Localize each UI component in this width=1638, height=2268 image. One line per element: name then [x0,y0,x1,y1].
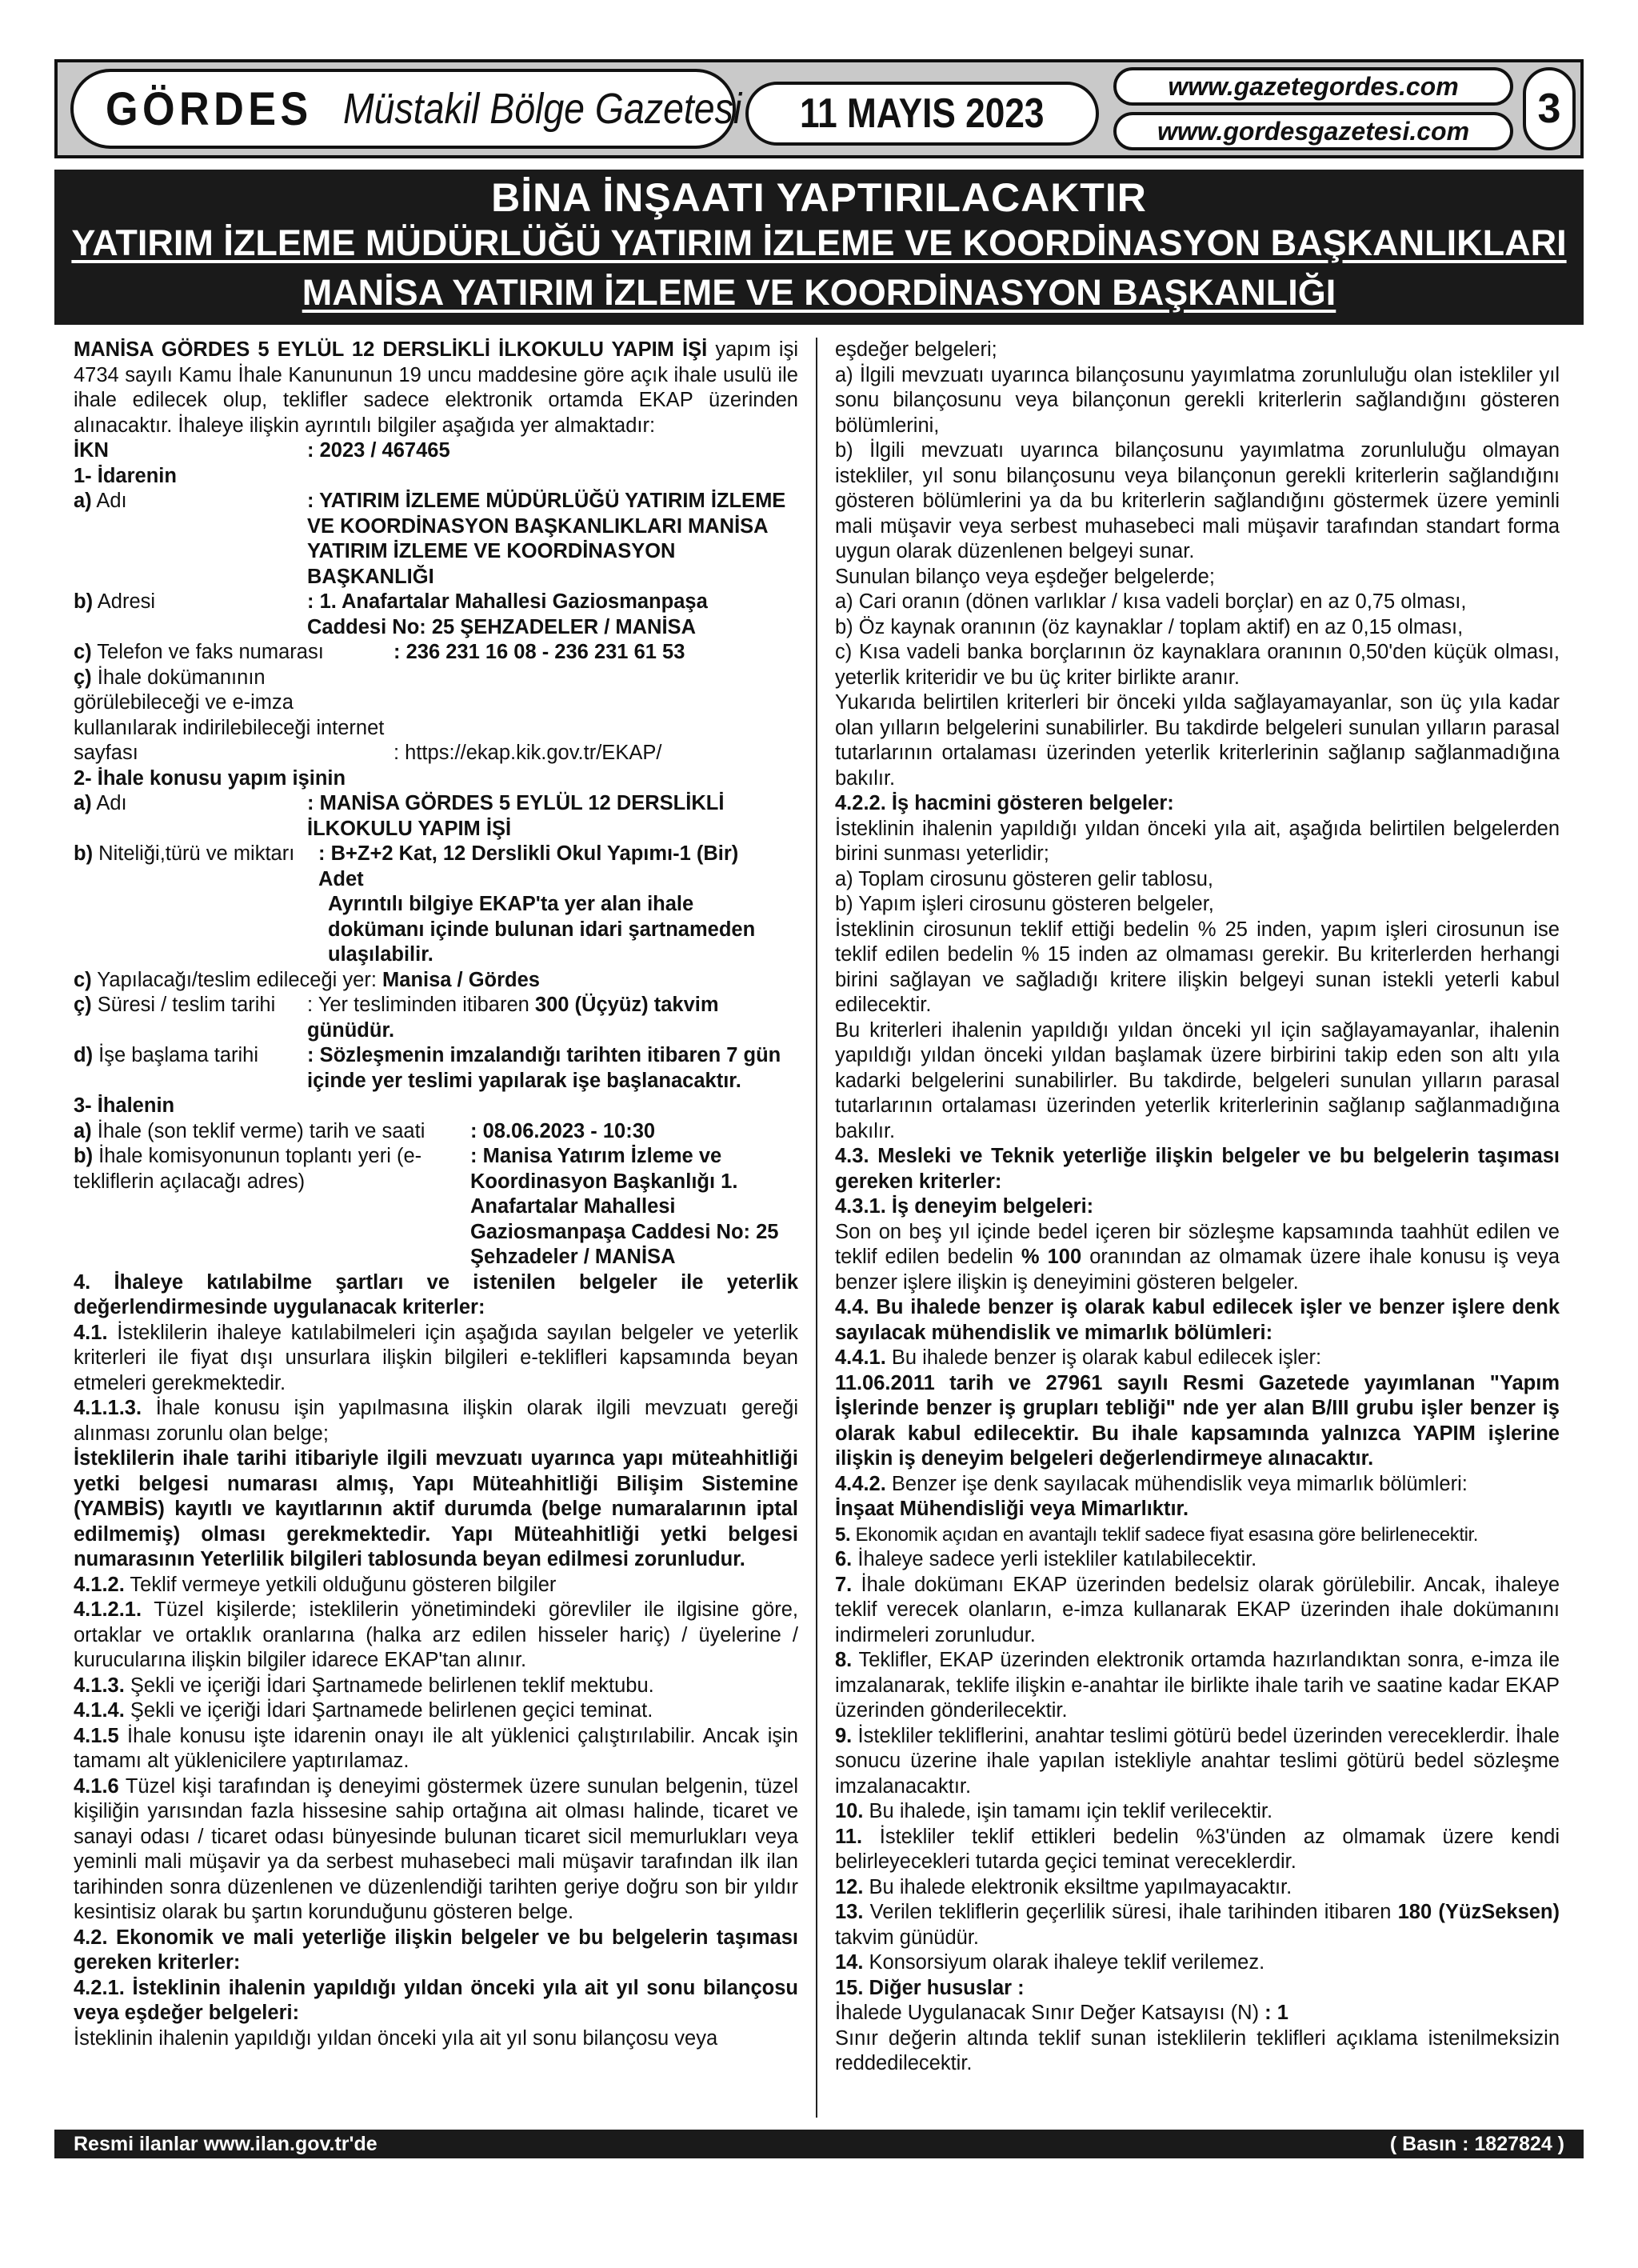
clause-text: Tüzel kişilerde; isteklilerin yönetimindeki görevliler ile ilgisine göre, ortaklar ve ortaklık oranlarına (halka arz edilen hisseler hariç) / üyelerine / kurucularına ilişkin bilgiler idarece EKAP'tan alınır. [74,1598,798,1671]
admin-name-row [74,489,798,590]
clause-4-4-heading: 4.4. Bu ihalede benzer iş olarak kabul edilecek işler ve benzer işlere denk sayılacak mühendislik ve mimarlık bölümleri: [835,1296,1560,1344]
admin-phone-value: : 236 231 16 08 - 236 231 61 53 [394,641,685,663]
turnover-item-a: a) Toplam cirosunu gösteren gelir tablosu, [835,867,1213,890]
clause-number: 4.1.1.3. [74,1397,142,1419]
clause-number: 11. [835,1825,863,1848]
clause-text: Bu ihalede elektronik eksiltme yapılmayacaktır. [863,1875,1292,1898]
clause-13 [835,1900,1560,1950]
clause-text: Bu ihalede, işin tamamı için teklif verilecektir. [863,1800,1273,1822]
experience-percentage: % 100 [1021,1246,1082,1268]
admin-phone-row [74,640,798,666]
column-divider [816,338,817,2118]
work-type-row [74,842,798,968]
tender-place-value: : Manisa Yatırım İzleme ve Koordinasyon Başkanlığı 1. Anafartalar Mahallesi Gaziosmanpaşa Caddesi No: 25 Şehzadeler / MANİSA [470,1145,779,1268]
clause-4-1 [74,1321,798,1397]
work-location-value: Manisa / Gördes [382,968,540,991]
clause-text: Ekonomik açıdan en avantajlı teklif sadece fiyat esasına göre belirlenecektir. [850,1523,1479,1546]
issue-date: 11 MAYIS 2023 [800,90,1045,137]
clause-6 [835,1547,1560,1573]
turnover-fallback-note: Bu kriterleri ihalenin yapıldığı yıldan önceki yıl için sağlayamayanlar, ihalenin yapıldığı yıldan önceki yıldan başlamak üzere birbirini takip eden son altı yıla kadarki belgelerini sunabilirler. Bu takdirde, belgeleri sunulan yılların parasal tutarlarının ortalaması üzerinden yeterlik kriterlerinin sağlanıp sağlanmadığına bakılır. [835,1018,1560,1142]
clause-text: İhale konusu işin yapılmasına ilişkin olarak ilgili mevzuatı gereği alınması zorunlu olan belge; [74,1397,798,1445]
work-start-row [74,1043,798,1094]
clause-text: Son on beş yıl içinde bedel içeren bir sözleşme kapsamında taahhüt edilen ve teklif edilen bedelin [835,1220,1560,1268]
ikn-value: : 2023 / 467465 [307,439,450,462]
clause-text: Şekli ve içeriği İdari Şartnamede belirlenen teklif mektubu. [124,1674,654,1697]
turnover-criteria: İsteklinin cirosunun teklif ettiği bedelin % 25 inden, yapım işleri cirosunun ise teklif edilen bedelin % 15 inden az olmaması gerekir. Bu kriterlerden herhangi birini sağlayan ve sağladığı kritere ilişkin belgeyi sunan istekli yeterli kabul edilecektir. [835,918,1560,1016]
work-duration-row [74,993,798,1043]
clause-text: Benzer işe denk sayılacak mühendislik veya mimarlık bölümleri: [885,1472,1468,1495]
clause-text: Tüzel kişi tarafından iş deneyimi göstermek üzere sunulan belgenin, tüzel kişiliğin yarısından fazla hissesine sahip ortağına ait olması halinde, ticaret ve sanayi odası / ticaret odası bünyesinde bulunan ticaret sicil memurlukları veya yeminli mali müşavir ya da serbest muhasebeci mali müşavir tarafından ilk ilan tarihinden sonra düzenlenen ve düzenlendiği tarihten geriye doğru son bir yıldır kesintisiz olarak bu şartın korunduğunu gösteren belge. [74,1774,798,1923]
project-name: MANİSA GÖRDES 5 EYLÜL 12 DERSLİKLİ İLKOKULU YAPIM İŞİ [74,338,708,361]
clause-text: İstekliler teklif ettikleri bedelin %3'ünden az olmamak üzere kendi belirleyecekleri tutarda geçici teminat vereceklerdir. [835,1825,1560,1873]
clause-number: 4.1.5 [74,1724,119,1747]
clause-4-1-2 [74,1573,798,1598]
item-key: a) [74,792,92,814]
website-url-1[interactable]: www.gazetegordes.com [1168,71,1459,101]
institution-line-2: MANİSA YATIRIM İZLEME VE KOORDİNASYON BAŞKANLIĞI [302,272,1336,313]
clause-number: 4.1.2.1. [74,1598,142,1621]
clause-number: 4.1.6 [74,1774,119,1798]
tender-date-value: : 08.06.2023 - 10:30 [470,1119,656,1142]
clause-4-3-heading: 4.3. Mesleki ve Teknik yeterliğe ilişkin belgeler ve bu belgelerin taşıması gereken kriterler: [835,1145,1560,1193]
issue-date-box [745,82,1099,146]
clause-4-1-6 [74,1774,798,1926]
clause-text: Bu ihalede benzer iş olarak kabul edilecek işler: [885,1346,1322,1369]
clause-4-4-2 [835,1472,1560,1498]
newspaper-brand: GÖRDES [106,82,313,135]
clause-4-3-1-heading: 4.3.1. İş deneyim belgeleri: [835,1195,1094,1218]
continued-text: eşdeğer belgeleri; [835,338,997,361]
item-key: ç) [74,994,92,1016]
clause-text: Şekli ve içeriği İdari Şartnamede belirlenen geçici teminat. [124,1699,653,1722]
clause-number: 12. [835,1875,864,1898]
clause-number: 7. [835,1573,853,1596]
validity-days: 180 (YüzSeksen) [1397,1901,1560,1923]
clause-number: 4.1.2. [74,1573,125,1596]
criterion-bank-debt: c) Kısa vadeli banka borçlarının öz kaynaklara oranının 0,50'den küçük olması, yeterlik kriteridir ve bu üç kriter birlikte aranır. [835,641,1560,689]
criterion-current-ratio: a) Cari oranın (dönen varlıklar / kısa vadeli borçlar) en az 0,75 olması, [835,590,1467,613]
clause-4-1-3 [74,1674,798,1699]
item-key: ç) [74,666,92,689]
newspaper-name-box [70,69,742,149]
criterion-equity-ratio: b) Öz kaynak oranının (öz kaynaklar / toplam aktif) en az 0,15 olması, [835,615,1464,638]
clause-text: İhale dokümanı EKAP üzerinden bedelsiz olarak görülebilir. Ancak, ihaleye teklif verecek olanların, e-imza kullanarak EKAP üzerinden ihale dokümanını indirmeleri zorunludur. [835,1573,1560,1646]
left-column [74,338,798,2051]
clause-text: takvim günüdür. [835,1926,980,1949]
clause-4-1-5 [74,1724,798,1774]
work-name-row [74,791,798,842]
clause-number: 14. [835,1951,864,1974]
clause-4-4-1 [835,1346,1560,1371]
press-code: ( Basın : 1827824 ) [1389,2133,1564,2155]
tender-website-row [74,666,798,766]
item-key: c) [74,968,92,991]
clause-text: Konsorsiyum olarak ihaleye teklif verilemez. [863,1951,1265,1974]
item-key: d) [74,1044,94,1066]
work-type-note: Ayrıntılı bilgiye EKAP'ta yer alan ihale dokümanı içinde bulunan idari şartnameden ulaşılabilir. [328,893,756,966]
balance-item-a: a) İlgili mevzuatı uyarınca bilançosunu yayımlatma zorunluluğu olan istekliler yıl sonu bilançosunu veya bilançonun gerekli kriterlerin sağlandığını gösteren bölümlerini, [835,363,1560,437]
clause-7 [835,1573,1560,1649]
item-key: a) [74,1119,92,1142]
clause-5 [835,1522,1560,1548]
clause-text: Teklifler, EKAP üzerinden elektronik ortamda hazırlandıktan sonra, e-imza ile imzalanarak, teklife ilişkin e-anahtar ile birlikte ihale tarih ve saatine kadar EKAP üzerinden gönderilecektir. [835,1649,1560,1722]
intro-text: yapım işi 4734 sayılı Kamu İhale Kanununun 19 uncu maddesine göre açık ihale usulü ile ihale edilecek olup, teklifler sadece elektronik ortamda EKAP üzerinden alınacaktır. İhaleye ilişkin ayrıntılı bilgiler aşağıda yer almaktadır: [74,338,798,437]
clause-4-2-1-text: İsteklinin ihalenin yapıldığı yıldan önceki yıla ait yıl sonu bilançosu veya [74,2026,718,2050]
section-4-heading: 4. İhaleye katılabilme şartları ve istenilen belgeler ile yeterlik değerlendirmesinde uygulanacak kriterler: [74,1270,798,1318]
threshold-note: Sınır değerin altında teklif sunan isteklilerin teklifleri açıklama istenilmeksizin reddedilecektir. [835,2026,1560,2074]
item-label: Adresi [93,590,156,613]
website-box-1 [1113,67,1513,106]
clause-number: 4.1.4. [74,1699,125,1722]
item-label: İşe başlama tarihi [93,1044,259,1066]
clause-number: 4.4.1. [835,1346,886,1369]
clause-text: Teklif vermeye yetkili olduğunu gösteren bilgiler [124,1573,557,1596]
item-label: İhale (son teklif verme) tarih ve saati [91,1119,425,1142]
clause-4-1-4 [74,1698,798,1724]
engineering-departments: İnşaat Mühendisliği veya Mimarlıktır. [835,1498,1189,1520]
item-label: İhale komisyonunun toplantı yeri (e-tekliflerin açılacağı adres) [74,1145,422,1193]
item-label: Niteliği,türü ve miktarı [93,842,295,865]
clause-text: İstekliler tekliflerini, anahtar teslimi götürü bedel üzerinden vereceklerdir. İhale sonucu üzerine ihale yapılan istekliyle anahtar teslimi götürü bedel sözleşme imzalanacaktır. [835,1724,1560,1798]
clause-14 [835,1950,1560,1976]
item-key: c) [74,641,92,663]
clause-number: 4.1.3. [74,1674,125,1697]
item-label: Telefon ve faks numarası [91,641,324,663]
balance-item-b: b) İlgili mevzuatı uyarınca bilançosunu yayımlatma zorunluluğu olmayan istekliler, yıl sonu bilançosunu veya bilançonun gerekli kriterlerin sağlandığını gösteren bölümlerini ya da bu kriterlerin sağlandığını göstermek üzere yeminli mali müşavir veya serbest muhasebeci mali müşavir tarafından standart forma uygun olarak düzenlenen belgeyi sunar. [835,439,1560,562]
clause-4-2-2-heading: 4.2.2. İş hacmini gösteren belgeler: [835,792,1174,814]
threshold-coefficient [835,2001,1560,2026]
section-1-heading: 1- İdarenin [74,464,177,487]
intro-paragraph [74,338,798,438]
admin-address-value: : 1. Anafartalar Mahallesi Gaziosmanpaşa Caddesi No: 25 ŞEHZADELER / MANİSA [307,590,708,638]
clause-15-heading: 15. Diğer hususlar : [835,1976,1025,1999]
notice-title: BİNA İNŞAATI YAPTIRILACAKTIR [491,175,1147,220]
balance-fallback-note: Yukarıda belirtilen kriterleri bir önceki yılda sağlayamayanlar, son üç yıla kadar olan yılların belgelerini sunabilirler. Bu takdirde belgeleri sunulan yılların parasal tutarlarının ortalaması üzerinden yeterlik kriterlerinin sağlanıp sağlanmadığına bakılır. [835,691,1560,790]
clause-4-2-1-heading: 4.2.1. İsteklinin ihalenin yapıldığı yıldan önceki yıla ait yıl sonu bilançosu veya eşdeğer belgeleri: [74,1976,798,2024]
website-box-2 [1113,112,1513,150]
clause-4-1-2-1 [74,1598,798,1674]
turnover-intro: İsteklinin ihalenin yapıldığı yıldan önceki yıla ait, aşağıda belirtilen belgelerden birini sunması yeterlidir; [835,817,1560,865]
right-column [835,338,1560,2077]
tender-date-row [74,1119,798,1145]
item-label: İhale dokümanının görülebileceği ve e-imza kullanılarak indirilebileceği internet sayfası [74,666,385,764]
work-duration-prefix: : Yer tesliminden itibaren [307,994,535,1016]
clause-number: 5. [835,1523,851,1546]
newspaper-subtitle: Müstakil Bölge Gazetesi [343,85,742,133]
clause-12 [835,1875,1560,1901]
clause-9 [835,1724,1560,1800]
item-label: Adı [91,490,127,512]
item-key: b) [74,842,94,865]
item-key: b) [74,1145,94,1167]
clause-text: Verilen tekliflerin geçerlilik süresi, ihale tarihinden itibaren [863,1901,1398,1923]
clause-4-2-heading: 4.2. Ekonomik ve mali yeterliğe ilişkin belgeler ve bu belgelerin taşıması gereken kriterler: [74,1926,798,1974]
ikn-label: İKN [74,439,109,462]
clause-number: 4.1. [74,1321,108,1344]
admin-address-row [74,590,798,640]
official-ads-link[interactable]: Resmi ilanlar www.ilan.gov.tr'de [74,2133,378,2155]
work-start-value: : Sözleşmenin imzalandığı tarihten itibaren 7 gün içinde yer teslimi yapılarak işe başlanacaktır. [307,1044,781,1092]
section-2-heading: 2- İhale konusu yapım işinin [74,766,346,790]
work-name-value: : MANİSA GÖRDES 5 EYLÜL 12 DERSLİKLİ İLKOKULU YAPIM İŞİ [307,792,725,840]
clause-text: oranından az olmamak üzere ihale konusu iş veya benzer işlere ilişkin iş deneyimini gösteren belgeler. [835,1246,1560,1294]
notice-heading [54,170,1584,325]
website-url-2[interactable]: www.gordesgazetesi.com [1157,116,1470,146]
experience-requirement [835,1220,1560,1296]
item-key: a) [74,490,92,512]
page-number: 3 [1537,86,1561,132]
clause-11 [835,1825,1560,1875]
tender-place-row [74,1144,798,1270]
admin-name-value: : YATIRIM İZLEME MÜDÜRLÜĞÜ YATIRIM İZLEME VE KOORDİNASYON BAŞKANLIKLARI MANİSA YATIRIM İZLEME VE KOORDİNASYON BAŞKANLIĞI [307,490,786,588]
clause-text: İhaleye sadece yerli istekliler katılabilecektir. [852,1548,1257,1570]
work-type-value: : B+Z+2 Kat, 12 Derslikli Okul Yapımı-1 (Bir) Adet [318,842,739,890]
clause-text: İhale konusu işte idarenin onayı ile alt yüklenici çalıştırılabilir. Ancak işin tamamı alt yüklenicilere yaptırılamaz. [74,1724,798,1772]
clause-4-1-1-3-requirement: İsteklilerin ihale tarihi itibariyle ilgili mevzuatı uyarınca yapı müteahhitliği yetki belgesi numarası almış, Yapı Müteahhitliği Bilişim Sistemine (YAMBİS) kayıtlı ve kayıtlarının aktif durumda (belge numaralarının iptal edilmemiş) olması gerekmektedir. Yapı Müteahhitliği yetki belgesi numarasının Yeterlilik bilgileri tablosunda beyan edilmesi zorunludur. [74,1447,798,1570]
clause-10 [835,1799,1560,1825]
work-location-row [74,968,798,994]
item-label: Adı [91,792,127,814]
clause-8 [835,1648,1560,1724]
institution-line-1: YATIRIM İZLEME MÜDÜRLÜĞÜ YATIRIM İZLEME VE KOORDİNASYON BAŞKANLIKLARI [71,222,1567,263]
clause-number: 4.4.2. [835,1472,886,1495]
ekap-url[interactable]: : https://ekap.kik.gov.tr/EKAP/ [394,742,662,764]
coefficient-value: : 1 [1264,2002,1288,2024]
clause-number: 9. [835,1724,853,1747]
turnover-item-b: b) Yapım işleri cirosunu gösteren belgeler, [835,893,1214,915]
work-duration-value: 300 (Üçyüz) takvim günüdür. [307,994,719,1042]
item-label: Süresi / teslim tarihi [91,994,276,1016]
clause-4-1-1-3 [74,1396,798,1446]
masthead [54,59,1584,158]
balance-criteria-intro: Sunulan bilanço veya eşdeğer belgelerde; [835,565,1215,588]
section-3-heading: 3- İhalenin [74,1094,175,1117]
item-key: b) [74,590,94,613]
item-label: Yapılacağı/teslim edileceği yer: [91,968,383,991]
clause-text: İhalede Uygulanacak Sınır Değer Katsayısı (N) [835,2002,1265,2024]
clause-number: 10. [835,1800,864,1822]
similar-works-definition: 11.06.2011 tarih ve 27961 sayılı Resmi Gazetede yayımlanan "Yapım İşlerinde benzer iş grupları tebliği" nde yer alan B/III grubu işler benzer iş olarak kabul edilecektir. Bu ihale kapsamında yalnızca YAPIM işlerine ilişkin iş deneyim belgeleri değerlendirmeye alınacaktır. [835,1371,1560,1470]
page-number-box [1523,67,1576,150]
clause-number: 13. [835,1901,864,1923]
footer-bar [54,2130,1584,2158]
clause-number: 6. [835,1548,853,1570]
clause-number: 8. [835,1649,853,1671]
clause-text: İsteklilerin ihaleye katılabilmeleri için aşağıda sayılan belgeler ve yeterlik kriterleri ile fiyat dışı unsurlara ilişkin bilgileri e-teklifleri kapsamında beyan etmeleri gerekmektedir. [74,1321,798,1394]
ikn-row [74,438,798,464]
